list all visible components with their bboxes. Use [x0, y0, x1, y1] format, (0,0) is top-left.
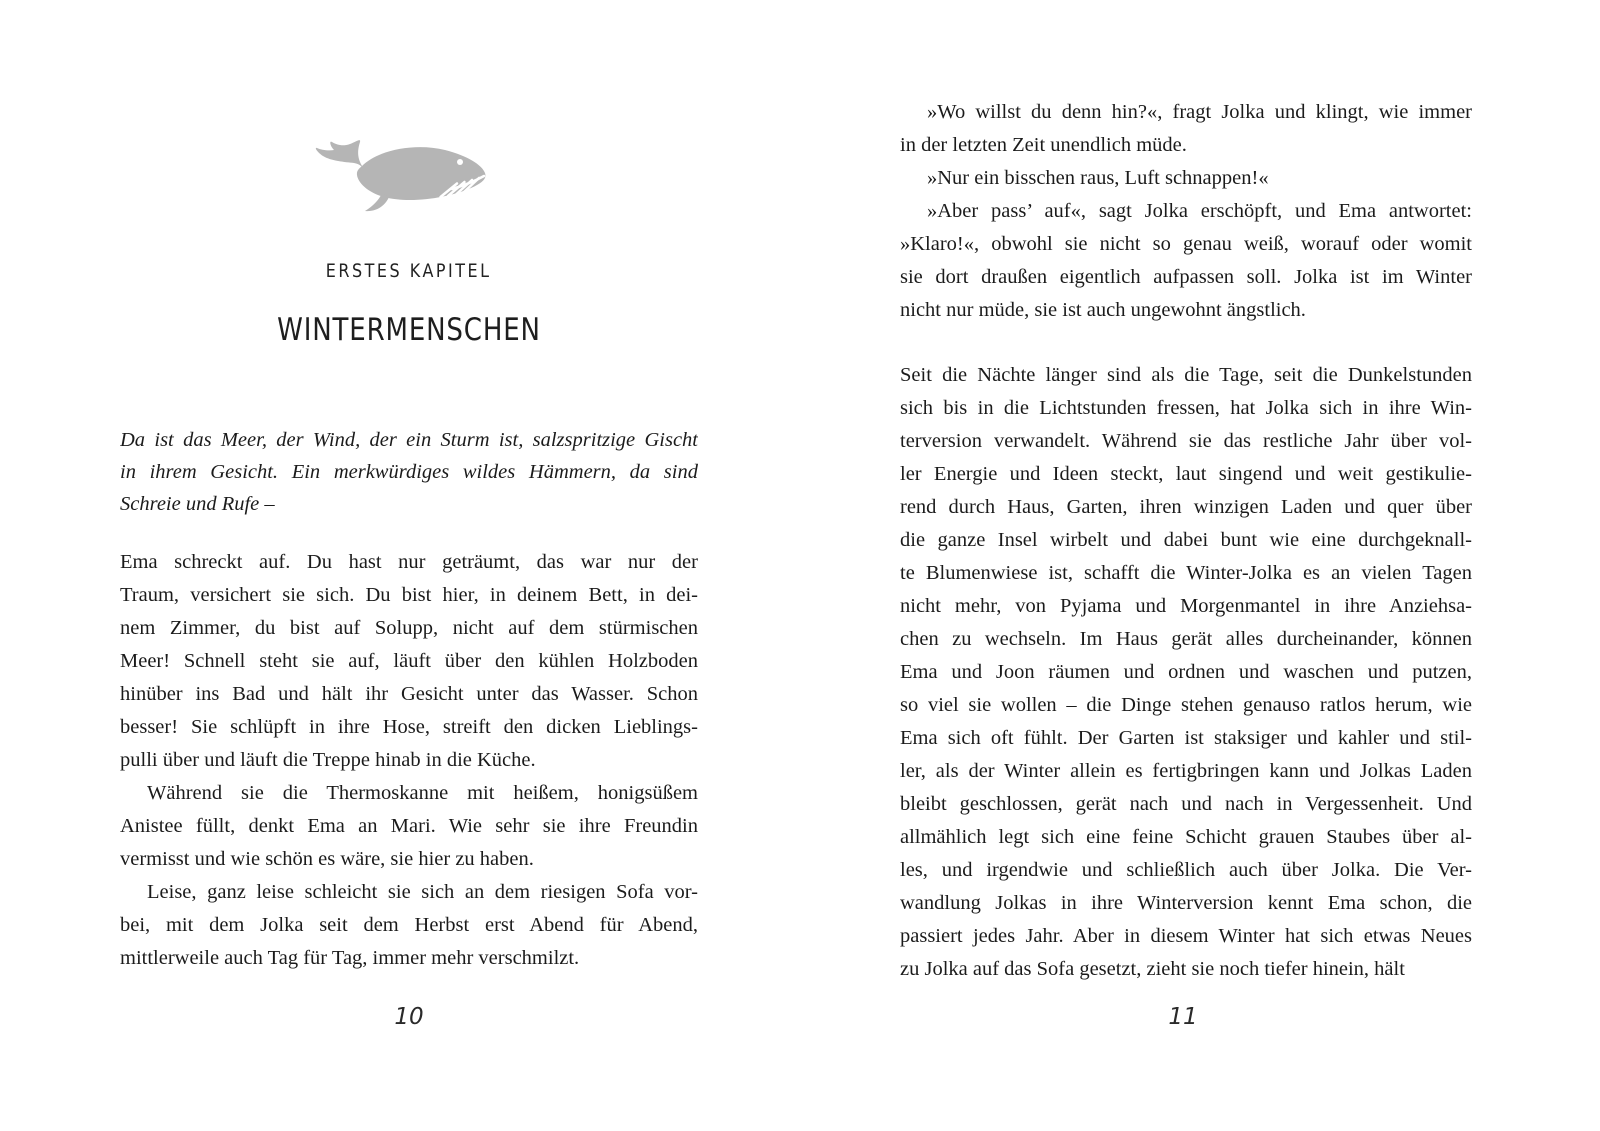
- text-line: die ganze Insel wirbelt und dabei bunt wie eine durchgeknall-: [900, 529, 1472, 551]
- paragraph: [120, 546, 698, 777]
- left-page-number: 10: [394, 1004, 424, 1030]
- text-line: »Aber pass’ auf«, sagt Jolka erschöpft, und Ema antwortet:: [927, 200, 1472, 222]
- text-line: in der letzten Zeit unendlich müde.: [900, 134, 1187, 156]
- text-line: Traum, versichert sie sich. Du bist hier, in deinem Bett, in dei-: [120, 584, 698, 606]
- text-line: wandlung Jolkas in ihre Winterversion kennt Ema schon, die: [900, 892, 1472, 914]
- left-page-body-text: [120, 546, 698, 975]
- text-line: vermisst und wie schön es wäre, sie hier zu haben.: [120, 848, 534, 870]
- right-page-number: 11: [1168, 1004, 1198, 1030]
- text-line: Seit die Nächte länger sind als die Tage, seit die Dunkelstunden: [900, 364, 1472, 386]
- text-line: ler, als der Winter allein es fertigbringen kann und Jolkas Laden: [900, 760, 1472, 782]
- text-line: ler Energie und Ideen steckt, laut singend und weit gestikulie-: [900, 463, 1472, 485]
- paragraph: [900, 359, 1472, 986]
- right-book-page: [800, 0, 1600, 1131]
- text-line: nem Zimmer, du bist auf Solupp, nicht auf dem stürmischen: [120, 617, 698, 639]
- chapter-label-text: ERSTES KAPITEL: [326, 260, 492, 282]
- text-line: in ihrem Gesicht. Ein merkwürdiges wildes Hämmern, da sind: [120, 461, 698, 483]
- text-line: mittlerweile auch Tag für Tag, immer mehr verschmilzt.: [120, 947, 580, 969]
- text-line: Meer! Schnell steht sie auf, läuft über den kühlen Holzboden: [120, 650, 698, 672]
- text-line: hinüber ins Bad und hält ihr Gesicht unter das Wasser. Schon: [120, 683, 698, 705]
- text-line: pulli über und läuft die Treppe hinab in die Küche.: [120, 749, 536, 771]
- chapter-title: [120, 312, 698, 348]
- text-line: te Blumenwiese ist, schafft die Winter-Jolka es an vielen Tagen: [900, 562, 1472, 584]
- text-line: Schreie und Rufe –: [120, 493, 275, 515]
- whale-illustration-svg: [314, 134, 504, 222]
- text-line: nicht mehr, von Pyjama und Morgenmantel in ihre Anziehsa-: [900, 595, 1472, 617]
- text-line: Ema schreckt auf. Du hast nur geträumt, das war nur der: [120, 551, 698, 573]
- text-line: allmählich legt sich eine feine Schicht grauen Staubes über al-: [900, 826, 1472, 848]
- text-line: rend durch Haus, Garten, ihren winzigen Laden und quer über: [900, 496, 1472, 518]
- text-line: »Nur ein bisschen raus, Luft schnappen!«: [927, 167, 1269, 189]
- paragraph: [120, 876, 698, 975]
- paragraph: [900, 195, 1472, 327]
- text-line: terversion verwandelt. Während sie das restliche Jahr über vol-: [900, 430, 1472, 452]
- text-line: bleibt geschlossen, gerät nach und nach in Vergessenheit. Und: [900, 793, 1472, 815]
- text-line: Ema und Joon räumen und ordnen und waschen und putzen,: [900, 661, 1472, 683]
- text-line: »Klaro!«, obwohl sie nicht so genau weiß, worauf oder womit: [900, 233, 1472, 255]
- right-page-body-text: [900, 96, 1472, 986]
- paragraph: [900, 162, 1472, 195]
- text-line: chen zu wechseln. Im Haus gerät alles durcheinander, können: [900, 628, 1472, 650]
- text-line: Anistee füllt, denkt Ema an Mari. Wie sehr sie ihre Freundin: [120, 815, 698, 837]
- text-line: Da ist das Meer, der Wind, der ein Sturm ist, salzspritzige Gischt: [120, 429, 698, 451]
- chapter-title-text: WINTERMENSCHEN: [277, 312, 541, 348]
- text-line: sie dort draußen eigentlich aufpassen soll. Jolka ist im Winter: [900, 266, 1472, 288]
- paragraph: [900, 96, 1472, 162]
- paragraph: [120, 777, 698, 876]
- text-line: besser! Sie schlüpft in ihre Hose, streift den dicken Lieblings-: [120, 716, 698, 738]
- paragraph: [120, 424, 698, 520]
- chapter-label: [120, 260, 698, 282]
- text-line: nicht nur müde, sie ist auch ungewohnt ängstlich.: [900, 299, 1306, 321]
- text-line: so viel sie wollen – die Dinge stehen genauso ratlos herum, wie: [900, 694, 1472, 716]
- whale-icon: [314, 134, 504, 222]
- text-line: zu Jolka auf das Sofa gesetzt, zieht sie noch tiefer hinein, hält: [900, 958, 1405, 980]
- text-line: les, und irgendwie und schließlich auch über Jolka. Die Ver-: [900, 859, 1472, 881]
- intro-italic-block: [120, 424, 698, 520]
- text-line: Leise, ganz leise schleicht sie sich an dem riesigen Sofa vor-: [147, 881, 698, 903]
- text-line: bei, mit dem Jolka seit dem Herbst erst Abend für Abend,: [120, 914, 698, 936]
- text-line: »Wo willst du denn hin?«, fragt Jolka und klingt, wie immer: [927, 101, 1472, 123]
- text-line: sich bis in die Lichtstunden fressen, hat Jolka sich in ihre Win-: [900, 397, 1472, 419]
- text-line: Während sie die Thermoskanne mit heißem, honigsüßem: [147, 782, 698, 804]
- text-line: passiert jedes Jahr. Aber in diesem Winter hat sich etwas Neues: [900, 925, 1472, 947]
- text-line: Ema sich oft fühlt. Der Garten ist staksiger und kahler und stil-: [900, 727, 1472, 749]
